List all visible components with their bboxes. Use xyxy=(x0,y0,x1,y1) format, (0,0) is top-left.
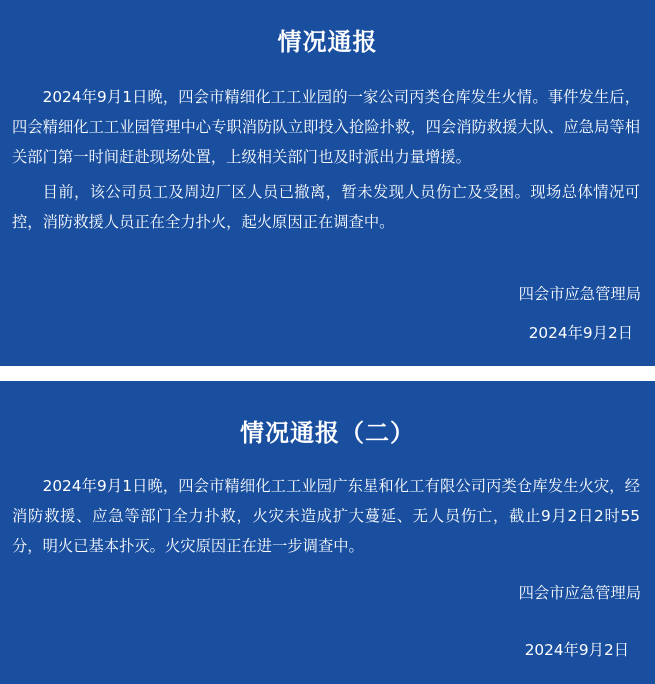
notice-2-title: 情况通报（二） xyxy=(240,419,415,447)
notice-panel-2 xyxy=(0,381,655,684)
notice-1-signature: 四会市应急管理局 xyxy=(518,285,641,303)
notice-1-date: 2024年9月2日 xyxy=(528,324,633,342)
notice-1-title: 情况通报 xyxy=(277,28,378,56)
notice-2-signature: 四会市应急管理局 xyxy=(518,584,641,602)
notice-2-body xyxy=(12,471,640,566)
notice-1-paragraph-1: 2024年9月1日晚，四会市精细化工工业园的一家公司丙类仓库发生火情。事件发生后，四会精细化工工业园管理中心专职消防队立即投入抢险扑救，四会消防救援大队、应急局等相关部门第一时间赶赴现场处置，上级相关部门也及时派出力量增援。 xyxy=(12,88,640,166)
notice-2-date: 2024年9月2日 xyxy=(524,641,629,659)
notice-1-paragraph-2: 目前，该公司员工及周边厂区人员已撤离，暂未发现人员伤亡及受困。现场总体情况可控，消防救援人员正在全力扑火，起火原因正在调查中。 xyxy=(12,183,640,231)
notice-2-paragraph-1: 2024年9月1日晚，四会市精细化工工业园广东星和化工有限公司丙类仓库发生火灾，经消防救援、应急等部门全力扑救，火灾未造成扩大蔓延、无人员伤亡，截止9月2日2时55分，明火已基本扑灭。火灾原因正在进一步调查中。 xyxy=(12,477,640,555)
notice-1-body xyxy=(12,82,640,242)
